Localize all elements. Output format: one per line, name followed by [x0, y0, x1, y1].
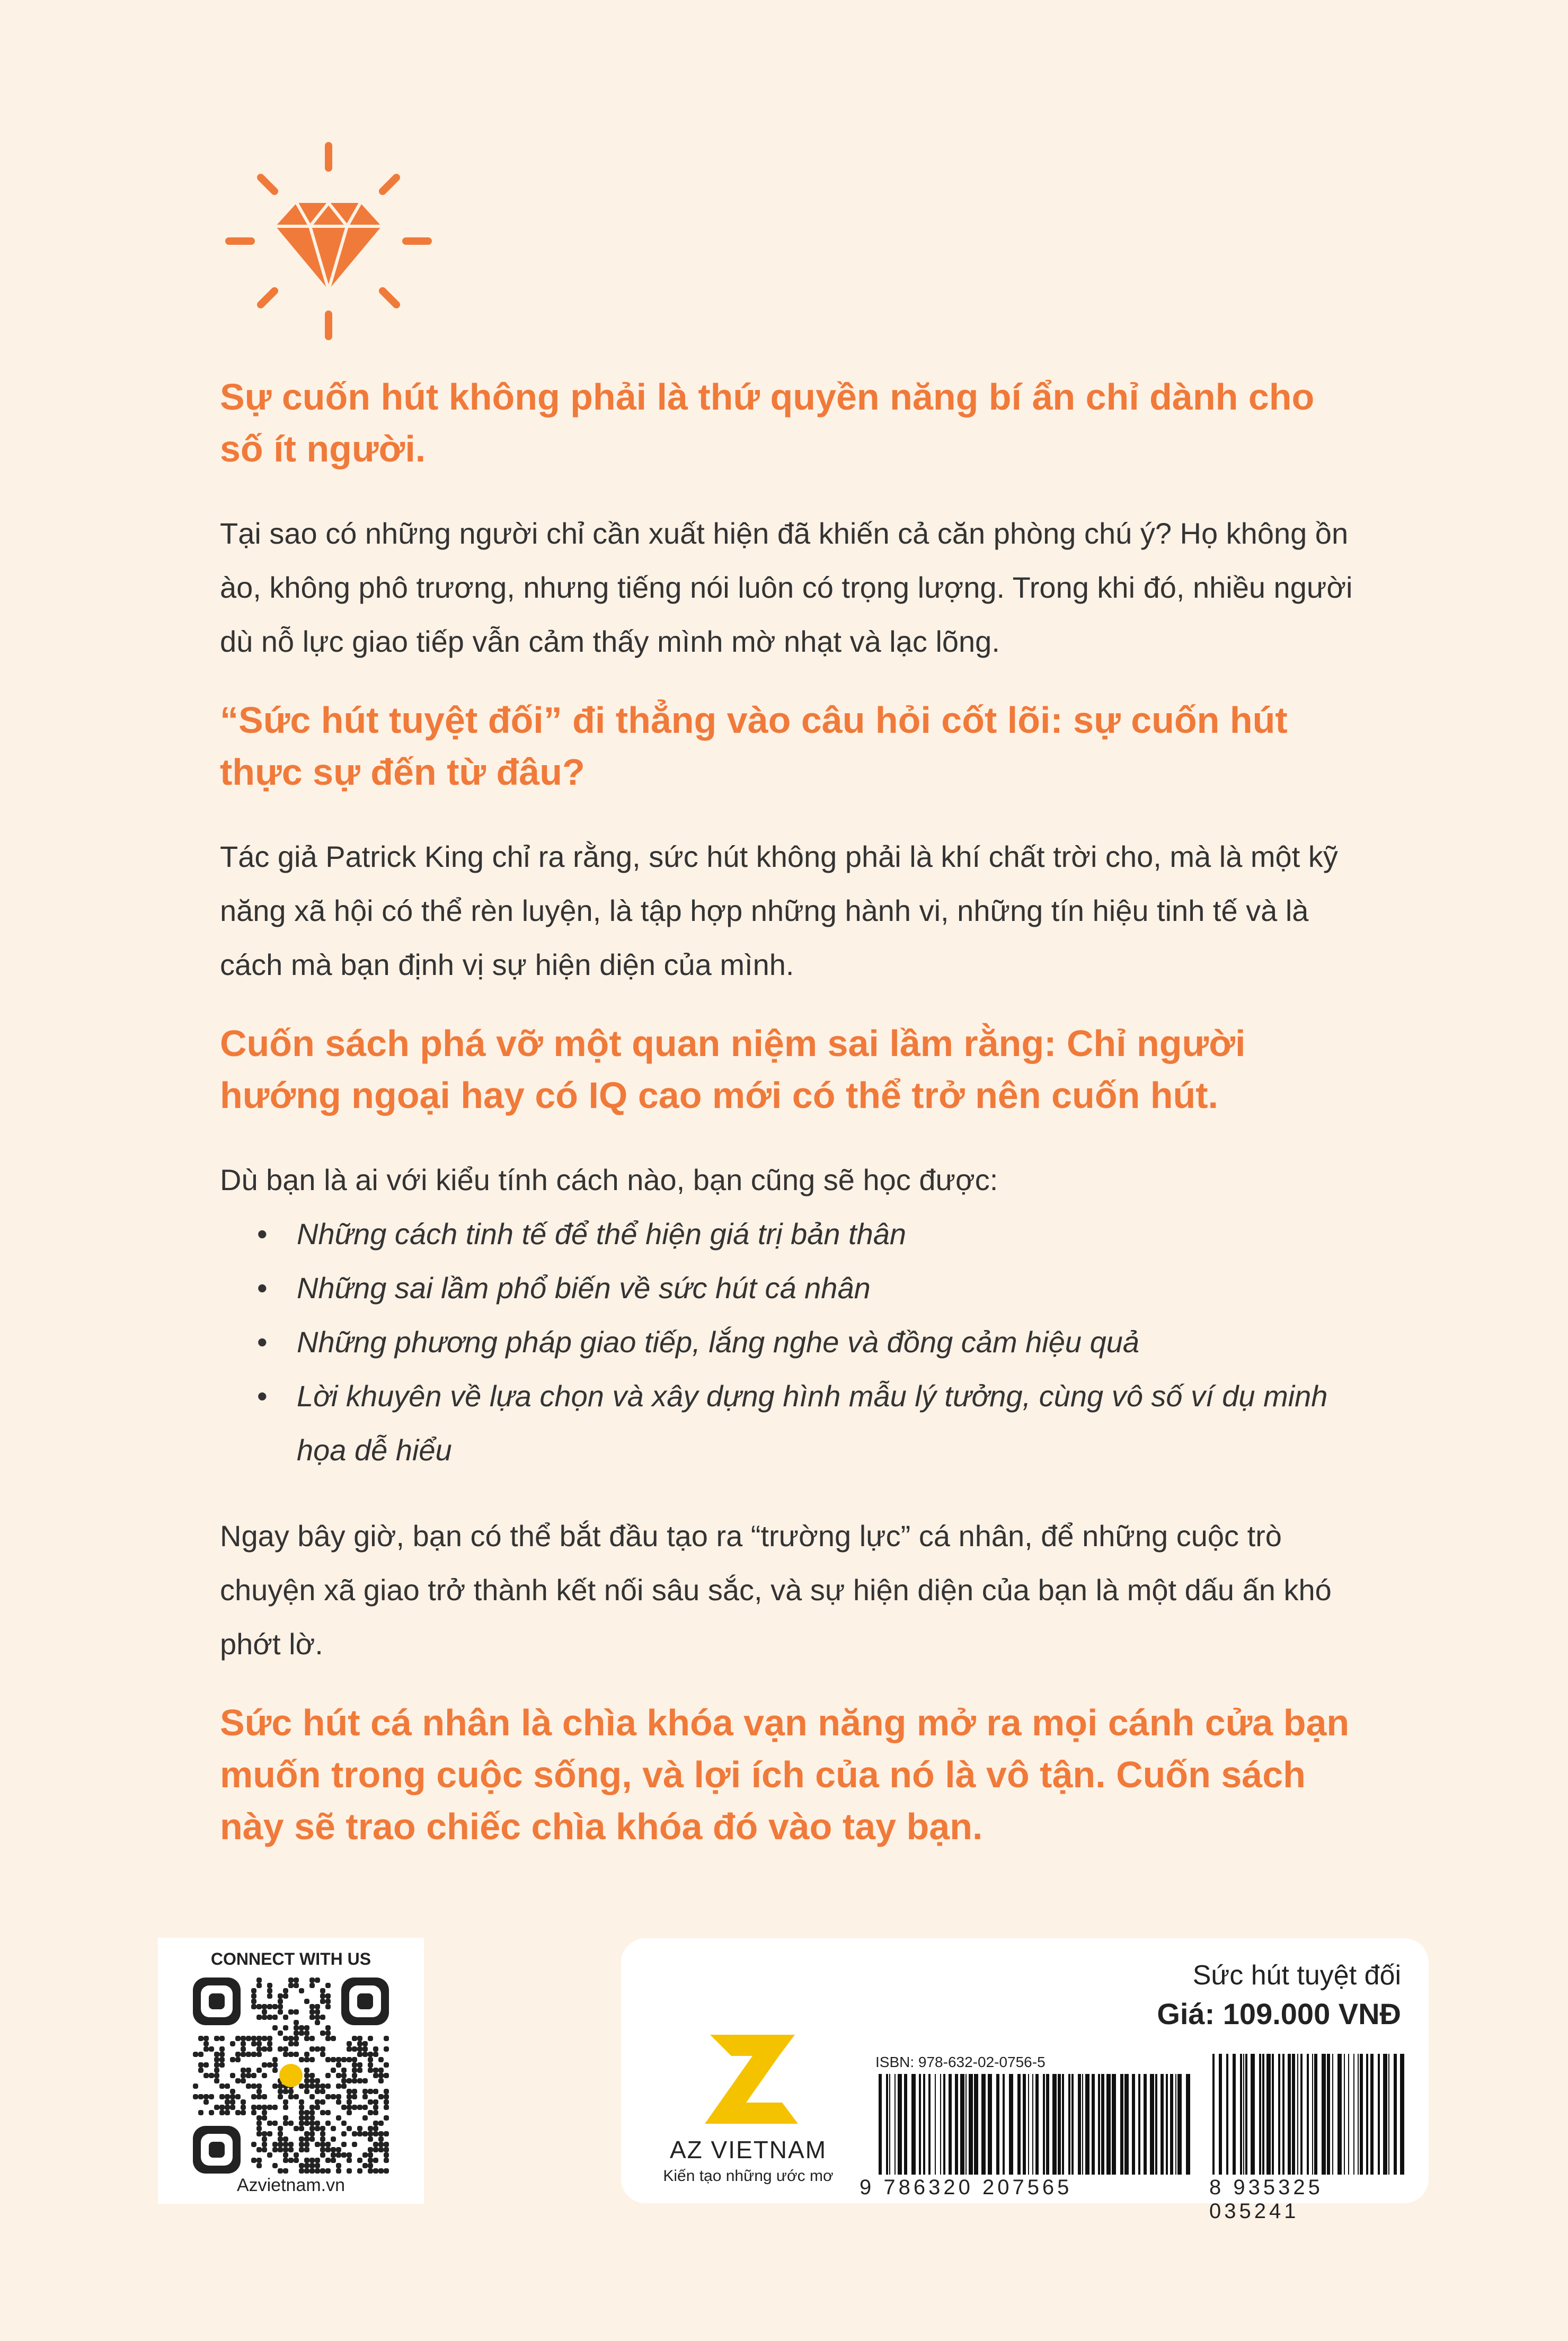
publisher-slogan: Kiến tạo những ước mơ [663, 2167, 834, 2185]
heading-1: Sự cuốn hút không phải là thứ quyền năng bí ẩn chỉ dành cho số ít người. [220, 376, 1315, 469]
product-barcode [1209, 2054, 1410, 2175]
price-barcode-card [621, 1938, 1429, 2223]
list-item: • Những phương pháp giao tiếp, lắng nghe và đồng cảm hiệu quả [297, 1315, 1359, 1369]
price: Giá: 109.000 VNĐ [1157, 1997, 1401, 2030]
heading-2: “Sức hút tuyệt đối” đi thẳng vào câu hỏi cốt lõi: sự cuốn hút thực sự đến từ đâu? [220, 699, 1288, 793]
list-item: • Những sai lầm phổ biến về sức hút cá nhân [297, 1261, 1359, 1315]
product-barcode-number: 8 935325 035241 [1209, 2176, 1323, 2223]
heading-4: Sức hút cá nhân là chìa khóa vạn năng mở ra mọi cánh cửa bạn muốn trong cuộc sống, và lợi ích của nó là vô tận. Cuốn sách này sẽ trao chiếc chìa khóa đó vào tay bạn. [220, 1702, 1350, 1847]
paragraph-3: Ngay bây giờ, bạn có thể bắt đầu tạo ra “trường lực” cá nhân, để những cuộc trò chuyện xã giao trở thành kết nối sâu sắc, và sự hiện diện của bạn là một dấu ấn khó phớt lờ. [220, 1519, 1332, 1661]
benefit-list [220, 1207, 1359, 1477]
isbn-label: ISBN: 978-632-02-0756-5 [875, 2054, 1046, 2070]
heading-3: Cuốn sách phá vỡ một quan niệm sai lầm rằng: Chỉ người hướng ngoại hay có IQ cao mới có thể trở nên cuốn hút. [220, 1023, 1246, 1116]
qr-title: CONNECT WITH US [210, 1949, 371, 1968]
az-vietnam-logo-icon [699, 2033, 803, 2126]
list-item: • Những cách tinh tế để thể hiện giá trị bản thân [297, 1207, 1359, 1261]
isbn-barcode-number: 9 786320 207565 [860, 2176, 1073, 2199]
diamond-gem-icon [217, 135, 440, 347]
publisher-name: AZ VIETNAM [669, 2136, 827, 2163]
book-title: Sức hút tuyệt đối [1192, 1960, 1401, 1991]
qr-card [158, 1938, 424, 2204]
paragraph-1: Tại sao có những người chỉ cần xuất hiện đã khiến cả căn phòng chú ý? Họ không ồn ào, không phô trương, nhưng tiếng nói luôn có trọng lượng. Trong khi đó, nhiều người dù nỗ lực giao tiếp vẫn cảm thấy mình mờ nhạt và lạc lõng. [220, 517, 1353, 658]
isbn-barcode [875, 2074, 1193, 2175]
description-text [220, 371, 1359, 1884]
website-url[interactable]: Azvietnam.vn [236, 2175, 346, 2195]
list-item: • Lời khuyên về lựa chọn và xây dựng hình mẫu lý tưởng, cùng vô số ví dụ minh họa dễ hiểu [297, 1369, 1359, 1477]
paragraph-2: Tác giả Patrick King chỉ ra rằng, sức hút không phải là khí chất trời cho, mà là một kỹ năng xã hội có thể rèn luyện, là tập hợp những hành vi, những tín hiệu tinh tế và là cách mà bạn định vị sự hiện diện của mình. [220, 840, 1338, 981]
list-intro: Dù bạn là ai với kiểu tính cách nào, bạn cũng sẽ học được: [220, 1163, 998, 1196]
qr-code[interactable] [193, 1978, 389, 2174]
